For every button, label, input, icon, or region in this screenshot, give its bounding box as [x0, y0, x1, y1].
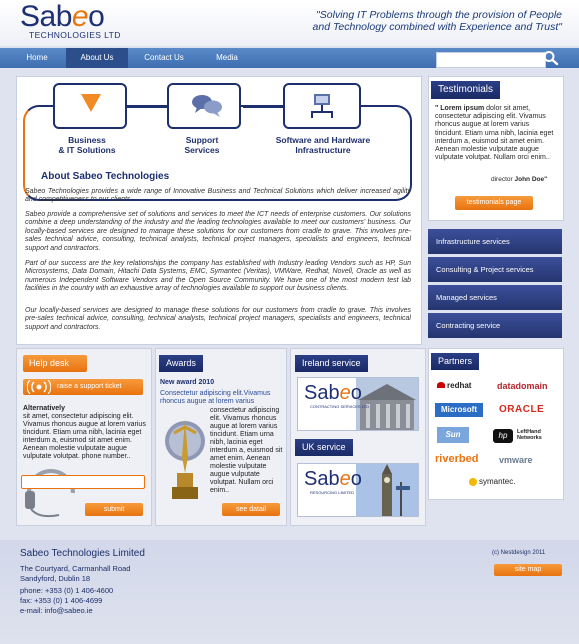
- about-panel: [16, 76, 422, 345]
- site-map-button[interactable]: site map: [494, 564, 562, 576]
- footer-email[interactable]: e-mail: info@sabeo.ie: [20, 606, 93, 615]
- partner-logo-lefthand[interactable]: LeftHand Networks: [517, 429, 542, 441]
- partner-logo-oracle[interactable]: ORACLE: [499, 404, 545, 415]
- award-heading: New award 2010: [160, 379, 215, 386]
- service-link-infrastructure[interactable]: Infrastructure services: [428, 229, 562, 254]
- about-paragraph: Our locally-based services are designed to manage these solutions for our customers from cradle to grave. This involves pre-sales technical advice, consulting, technical analysts, technical project managers, specialists and engineers, technical support and contractors.: [25, 307, 411, 331]
- helpdesk-title: Help desk: [23, 355, 87, 372]
- awards-title: Awards: [159, 355, 203, 372]
- testimonials-title: Testimonials: [431, 81, 500, 99]
- partners-panel: [428, 348, 564, 500]
- diagram-label-infrastructure: Software and Hardware Infrastructure: [275, 135, 371, 155]
- helpdesk-input[interactable]: [21, 475, 145, 489]
- about-paragraph: Sabeo Technologies provides a wide range of Innovative Business and Technical Solutions which deliver increased agility and competitiveness to our clients.: [25, 188, 411, 204]
- testimonials-panel: [428, 76, 564, 221]
- service-link-managed[interactable]: Managed services: [428, 285, 562, 310]
- raise-ticket-label: raise a support ticket: [57, 383, 122, 390]
- partner-logo-riverbed[interactable]: riverbed: [435, 453, 479, 465]
- footer-copyright: (c) Nestdesign 2011: [492, 550, 546, 556]
- diagram-connector: [243, 105, 285, 108]
- diagram-box-business: [53, 83, 127, 129]
- partner-logo-redhat[interactable]: redhat: [437, 381, 471, 390]
- service-link-consulting[interactable]: Consulting & Project services: [428, 257, 562, 282]
- diagram-label-business: Business & IT Solutions: [58, 135, 116, 155]
- uk-logo: Sabeo: [304, 468, 362, 490]
- footer-phone: phone: +353 (0) 1 406-4600: [20, 586, 114, 595]
- footer-fax: fax: +353 (0) 1 406-4699: [20, 596, 103, 605]
- raise-ticket-button[interactable]: [23, 379, 143, 395]
- footer-address-line: Sandyford, Dublin 18: [20, 574, 91, 583]
- search-icon[interactable]: [542, 50, 560, 66]
- uk-logo-sub: RESOURCING LIMITED: [310, 490, 355, 495]
- about-paragraph: Sabeo provide a comprehensive set of solutions and services to meet the ICT needs of enterprise customers. Our solutions combine a deep understanding of the industry and the leading technologies available to meet our customers' business. Our locally-based services are designed to manage these solutions for our customers from cradle to grave. This involves pre-sales technical advice, consulting, technical analysts, technical project managers, specialists and engineers, technical support and contractors.: [25, 211, 411, 252]
- testimonial-quote: " Lorem ipsum dolor sit amet, consectetur adipiscing elit. Vivamus rhoncus augue at lorem varius tincidunt. Etiam urna nibh, lacinia eget interdum a, euismod sit amet enim. Aenean molestie vulputate augue vulputate volutpat. Nullam orci enim..: [435, 105, 554, 162]
- diagram-box-support: [167, 83, 241, 129]
- about-paragraph: Part of our success are the key relationships the company has established with Industry leading Vendors such as HP, Sun Microsystems, Data Domain, Hitachi Data Systems, EMC, Symantec (Veritas), VMWare, Redhat, Novell, Oracle as well as numerous Independent Software Vendors and the Open Source Community. We have one of the most modern test lab facilities in the country with an exhaustive array of technologies available to support our business clients.: [25, 260, 411, 293]
- nav-home[interactable]: Home: [26, 53, 48, 62]
- service-link-contracting[interactable]: Contracting service: [428, 313, 562, 338]
- helpdesk-text: sit amet, consectetur adipiscing elit. Vivamus rhoncus augue at lorem varius tincidunt. Etiam urna nibh, lacinia eget interdum a, euismod sit amet enim. Aenean molestie vulputate augue vulputate volutpat. phone number..: [23, 413, 146, 460]
- speech-bubbles-icon: [191, 93, 223, 119]
- see-detail-button[interactable]: see datail: [222, 503, 280, 516]
- nav-media[interactable]: Media: [216, 53, 238, 62]
- testimonials-page-button[interactable]: testimonials page: [455, 196, 533, 210]
- network-computer-icon: [309, 92, 335, 120]
- tagline: "Solving IT Problems through the provision of People and Technology combined with Experience and Trust": [312, 9, 562, 33]
- helpdesk-heading: Alternatively: [23, 405, 66, 412]
- big-ben-image: [356, 464, 418, 516]
- nav-contact-us[interactable]: Contact Us: [144, 53, 184, 62]
- ireland-logo: Sabeo: [304, 382, 362, 404]
- testimonial-author: director John Doe": [491, 176, 548, 183]
- award-lead: Consectetur adipiscing elit.Vivamus rhoncus augue at lorem varius: [160, 390, 271, 405]
- awards-panel: [155, 348, 287, 526]
- ireland-service-banner[interactable]: [297, 377, 419, 431]
- business-triangle-icon: [81, 94, 101, 112]
- footer: [0, 540, 579, 644]
- partner-logo-datadomain[interactable]: datadomain: [497, 381, 548, 391]
- diagram-connector: [125, 105, 169, 108]
- uk-service-title: UK service: [295, 439, 353, 456]
- trophy-image: [162, 411, 208, 507]
- submit-button[interactable]: submit: [85, 503, 143, 516]
- ireland-logo-sub: CONTRACTING SERVICES LTD: [310, 404, 369, 409]
- partners-title: Partners: [431, 353, 479, 370]
- partner-logo-sun[interactable]: Sun: [437, 427, 469, 443]
- footer-company: Sabeo Technologies Limited: [20, 548, 145, 559]
- uk-service-banner[interactable]: [297, 463, 419, 517]
- logo-subtitle: TECHNOLOGIES LTD: [29, 30, 121, 40]
- helpdesk-panel: [16, 348, 152, 526]
- award-text: consectetur adipiscing elit. Vivamus rhoncus augue at lorem varius tincidunt. Etiam urna nibh, lacinia eget interdum a, euismod sit amet enim. Aenean molestie vulputate augue vulputate volutpat. Nullam orci enim..: [210, 407, 283, 494]
- partner-logo-symantec[interactable]: symantec.: [469, 477, 515, 486]
- hp-icon: hp: [493, 429, 513, 443]
- about-title: About Sabeo Technologies: [41, 171, 170, 182]
- diagram-label-support: Support Services: [184, 135, 220, 155]
- ireland-service-title: Ireland service: [295, 355, 368, 372]
- diagram-box-infrastructure: [283, 83, 361, 129]
- search-input[interactable]: [436, 52, 546, 68]
- logo[interactable]: Sabeo: [20, 0, 105, 33]
- services-region-panel: [290, 348, 426, 526]
- signal-waves-icon: [27, 380, 51, 394]
- nav-about-us[interactable]: About Us: [66, 48, 128, 68]
- partner-logo-microsoft[interactable]: Microsoft: [435, 403, 483, 417]
- partner-logo-vmware[interactable]: vmware: [499, 455, 533, 465]
- footer-address-line: The Courtyard, Carmanhall Road: [20, 564, 131, 573]
